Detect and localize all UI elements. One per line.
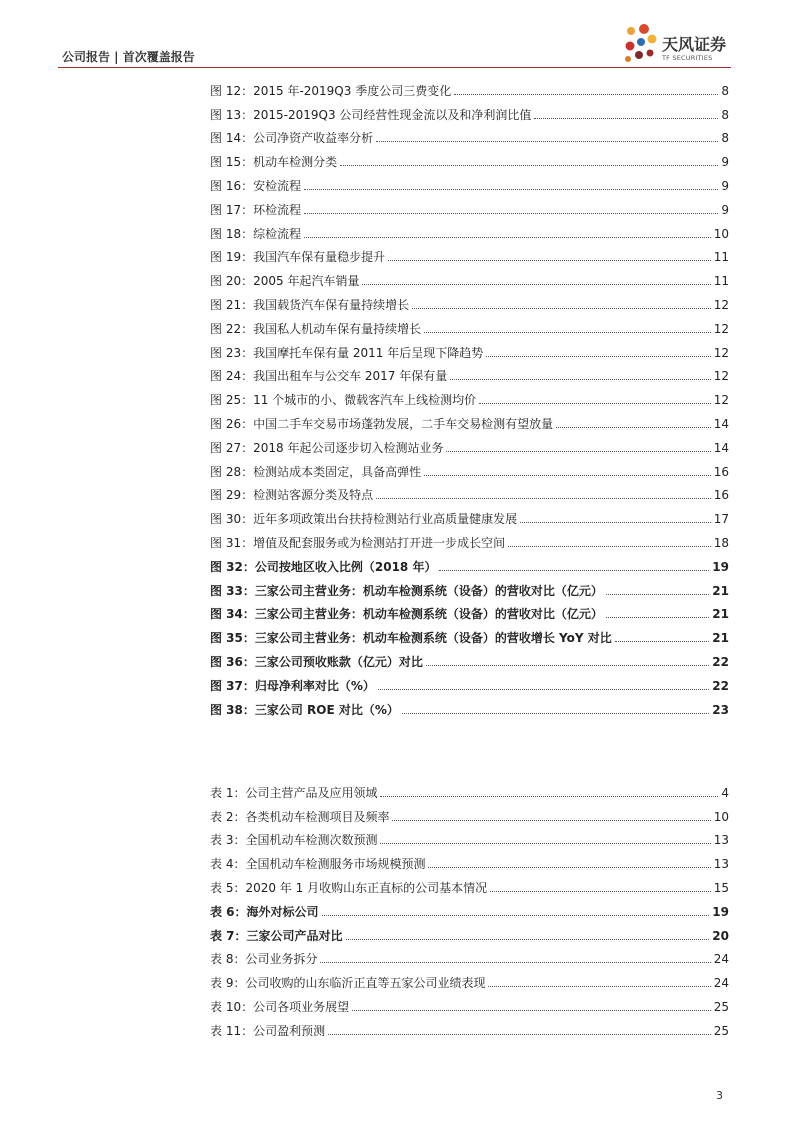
toc-entry-page: 16	[713, 464, 729, 479]
toc-entry[interactable]	[210, 824, 729, 848]
toc-entry-page: 20	[712, 928, 729, 943]
toc-entry[interactable]	[210, 169, 729, 193]
toc-entry-label: 表 5：2020 年 1 月收购山东正直标的公司基本情况	[210, 880, 488, 895]
toc-entry[interactable]	[210, 919, 729, 943]
dot-leader	[606, 594, 709, 595]
toc-entry-label: 图 30：近年多项政策出台扶持检测站行业高质量健康发展	[210, 512, 518, 527]
toc-entry-label: 表 10：公司各项业务展望	[210, 999, 350, 1014]
dot-leader	[424, 475, 711, 476]
toc-entry-page: 8	[721, 107, 729, 122]
toc-entry[interactable]	[210, 645, 729, 669]
toc-entry-page: 22	[712, 654, 729, 669]
dot-leader	[556, 427, 711, 428]
dot-leader	[304, 189, 718, 190]
toc-entry-label: 图 14：公司净资产收益率分析	[210, 131, 374, 146]
toc-entry[interactable]	[210, 776, 729, 800]
toc-entry-page: 12	[713, 321, 729, 336]
toc-entry-label: 表 2：各类机动车检测项目及频率	[210, 809, 390, 824]
toc-entry[interactable]	[210, 336, 729, 360]
dot-leader	[304, 237, 711, 238]
toc-entry[interactable]	[210, 431, 729, 455]
toc-entry-label: 图 31：增值及配套服务或为检测站打开进一步成长空间	[210, 535, 506, 550]
toc-entry[interactable]	[210, 383, 729, 407]
toc-entry[interactable]	[210, 479, 729, 503]
dot-leader	[304, 213, 718, 214]
toc-entry-label: 图 27：2018 年起公司逐步切入检测站业务	[210, 440, 444, 455]
dot-leader	[346, 939, 710, 940]
toc-entry[interactable]	[210, 871, 729, 895]
toc-entry[interactable]	[210, 526, 729, 550]
toc-entry-page: 8	[721, 83, 729, 98]
toc-entry-label: 图 34：三家公司主营业务：机动车检测系统（设备）的营收对比（亿元）	[210, 607, 603, 622]
dot-leader	[508, 546, 711, 547]
toc-entry-label: 图 20：2005 年起汽车销量	[210, 274, 360, 289]
dot-leader	[352, 1010, 711, 1011]
header-divider	[58, 67, 731, 68]
toc-entry-page: 19	[712, 904, 729, 919]
logo-text-en: TF SECURITIES	[662, 54, 713, 62]
toc-entry-page: 14	[713, 440, 729, 455]
dot-leader	[388, 260, 711, 261]
toc-entry-page: 13	[713, 833, 729, 848]
dot-leader	[486, 356, 710, 357]
dot-leader	[412, 308, 711, 309]
toc-entry-page: 25	[713, 999, 729, 1014]
dot-leader	[322, 915, 710, 916]
toc-entry[interactable]	[210, 990, 729, 1014]
dot-leader	[424, 332, 711, 333]
toc-entry-page: 12	[713, 345, 729, 360]
dot-leader	[428, 867, 710, 868]
toc-entry-label: 图 38：三家公司 ROE 对比（%）	[210, 702, 399, 717]
dot-leader	[520, 522, 711, 523]
toc-entry-label: 表 8：公司业务拆分	[210, 952, 318, 967]
toc-entry[interactable]	[210, 145, 729, 169]
toc-entry-page: 23	[712, 702, 729, 717]
dot-leader	[615, 641, 710, 642]
flower-logo-icon	[622, 22, 662, 66]
toc-entry-page: 25	[713, 1023, 729, 1038]
toc-entry[interactable]	[210, 455, 729, 479]
toc-entry[interactable]	[210, 193, 729, 217]
toc-entry-page: 17	[713, 512, 729, 527]
figure-index-list	[210, 74, 729, 717]
dot-leader	[488, 986, 710, 987]
dot-leader	[378, 689, 709, 690]
toc-entry-page: 21	[712, 607, 729, 622]
toc-entry[interactable]	[210, 598, 729, 622]
dot-leader	[376, 141, 718, 142]
toc-entry[interactable]	[210, 312, 729, 336]
toc-entry-page: 24	[713, 952, 729, 967]
toc-entry-label: 图 22：我国私人机动车保有量持续增长	[210, 321, 422, 336]
toc-entry-label: 表 6：海外对标公司	[210, 904, 319, 919]
toc-entry-page: 8	[721, 131, 729, 146]
toc-entry[interactable]	[210, 943, 729, 967]
toc-entry-label: 图 15：机动车检测分类	[210, 155, 338, 170]
toc-entry[interactable]	[210, 407, 729, 431]
toc-entry[interactable]	[210, 693, 729, 717]
dot-leader	[479, 403, 711, 404]
dot-leader	[362, 284, 710, 285]
toc-entry-page: 12	[713, 369, 729, 384]
toc-entry-label: 图 28：检测站成本类固定，具备高弹性	[210, 464, 422, 479]
toc-entry[interactable]	[210, 502, 729, 526]
dot-leader	[450, 379, 710, 380]
toc-entry-page: 12	[713, 297, 729, 312]
dot-leader	[328, 1034, 711, 1035]
dot-leader	[426, 665, 709, 666]
toc-entry-page: 12	[713, 393, 729, 408]
dot-leader	[380, 843, 710, 844]
company-logo	[622, 22, 732, 66]
logo-text-cn: 天风证券	[662, 35, 727, 54]
dot-leader	[320, 962, 710, 963]
toc-entry-page: 21	[712, 631, 729, 646]
toc-entry[interactable]	[210, 895, 729, 919]
toc-entry[interactable]	[210, 550, 729, 574]
toc-entry[interactable]	[210, 98, 729, 122]
toc-entry-label: 图 17：环检流程	[210, 202, 302, 217]
toc-entry-page: 11	[713, 274, 729, 289]
table-index-list	[210, 776, 729, 1038]
toc-entry-page: 13	[713, 857, 729, 872]
toc-entry-label: 表 3：全国机动车检测次数预测	[210, 833, 378, 848]
dot-leader	[454, 94, 718, 95]
toc-entry[interactable]	[210, 122, 729, 146]
toc-entry-label: 图 35：三家公司主营业务：机动车检测系统（设备）的营收增长 YoY 对比	[210, 631, 612, 646]
toc-entry-label: 图 25：11 个城市的小、微载客汽车上线检测均价	[210, 393, 477, 408]
toc-entry-page: 4	[721, 785, 729, 800]
toc-entry-page: 22	[712, 678, 729, 693]
toc-entry[interactable]	[210, 288, 729, 312]
toc-entry[interactable]	[210, 621, 729, 645]
toc-entry-label: 图 16：安检流程	[210, 178, 302, 193]
dot-leader	[376, 498, 711, 499]
toc-entry-page: 9	[721, 155, 729, 170]
toc-entry-label: 图 29：检测站客源分类及特点	[210, 488, 374, 503]
toc-entry-label: 图 18：综检流程	[210, 226, 302, 241]
toc-entry[interactable]	[210, 264, 729, 288]
toc-entry-label: 表 1：公司主营产品及应用领域	[210, 785, 378, 800]
toc-entry-label: 图 13：2015-2019Q3 公司经营性现金流以及和净利润比值	[210, 107, 532, 122]
toc-entry-page: 9	[721, 178, 729, 193]
toc-entry-page: 11	[713, 250, 729, 265]
dot-leader	[439, 570, 709, 571]
toc-entry-label: 表 11：公司盈利预测	[210, 1023, 326, 1038]
dot-leader	[534, 118, 718, 119]
dot-leader	[490, 891, 711, 892]
toc-entry[interactable]	[210, 669, 729, 693]
toc-entry-page: 9	[721, 202, 729, 217]
toc-entry-label: 图 37：归母净利率对比（%）	[210, 678, 375, 693]
toc-entry[interactable]	[210, 847, 729, 871]
toc-entry[interactable]	[210, 241, 729, 265]
toc-entry-label: 图 23：我国摩托车保有量 2011 年后呈现下降趋势	[210, 345, 484, 360]
dot-leader	[402, 713, 709, 714]
toc-entry-label: 图 24：我国出租车与公交车 2017 年保有量	[210, 369, 448, 384]
toc-entry-label: 图 32：公司按地区收入比例（2018 年）	[210, 559, 437, 574]
toc-entry-page: 19	[712, 559, 729, 574]
dot-leader	[446, 451, 710, 452]
toc-entry-page: 14	[713, 416, 729, 431]
toc-entry[interactable]	[210, 1014, 729, 1038]
toc-entry-page: 18	[713, 535, 729, 550]
toc-entry-label: 图 26：中国二手车交易市场蓬勃发展，二手车交易检测有望放量	[210, 416, 554, 431]
toc-entry-label: 图 36：三家公司预收账款（亿元）对比	[210, 654, 423, 669]
dot-leader	[380, 796, 718, 797]
toc-entry-page: 24	[713, 976, 729, 991]
dot-leader	[340, 165, 718, 166]
toc-entry-page: 21	[712, 583, 729, 598]
dot-leader	[392, 820, 710, 821]
toc-entry[interactable]	[210, 217, 729, 241]
toc-entry[interactable]	[210, 74, 729, 98]
toc-entry[interactable]	[210, 360, 729, 384]
toc-entry-label: 图 21：我国载货汽车保有量持续增长	[210, 297, 410, 312]
toc-entry-label: 表 9：公司收购的山东临沂正直等五家公司业绩表现	[210, 976, 486, 991]
toc-entry-label: 图 19：我国汽车保有量稳步提升	[210, 250, 386, 265]
toc-entry-label: 图 33：三家公司主营业务：机动车检测系统（设备）的营收对比（亿元）	[210, 583, 603, 598]
toc-entry-label: 图 12：2015 年-2019Q3 季度公司三费变化	[210, 83, 452, 98]
toc-entry-page: 15	[713, 880, 729, 895]
toc-entry-label: 表 4：全国机动车检测服务市场规模预测	[210, 857, 426, 872]
toc-entry-label: 表 7：三家公司产品对比	[210, 928, 343, 943]
page-number: 3	[716, 1089, 723, 1102]
toc-entry[interactable]	[210, 574, 729, 598]
report-header-title: 公司报告 | 首次覆盖报告	[62, 50, 195, 64]
toc-entry-page: 10	[713, 226, 729, 241]
toc-entry-page: 10	[713, 809, 729, 824]
toc-entry[interactable]	[210, 966, 729, 990]
toc-entry-page: 16	[713, 488, 729, 503]
dot-leader	[606, 617, 709, 618]
toc-entry[interactable]	[210, 800, 729, 824]
